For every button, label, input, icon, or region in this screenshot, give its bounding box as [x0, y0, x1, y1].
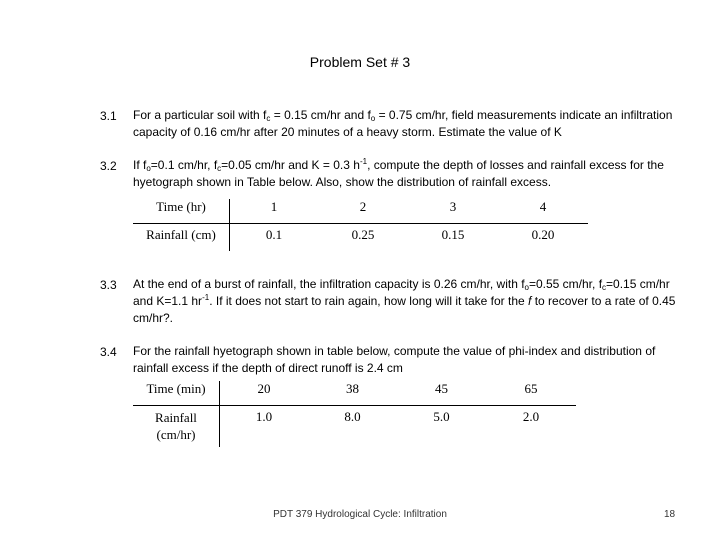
- table-cell: 3: [408, 199, 498, 224]
- table-cell: 8.0: [344, 409, 361, 424]
- table-cell: 38: [308, 381, 397, 406]
- table-row: [133, 406, 576, 448]
- slide-footer: PDT 379 Hydrological Cycle: Infiltration: [273, 509, 447, 520]
- subscript: o: [146, 164, 151, 173]
- text-run: , compute the depth of losses and rainfall excess for the hyetograph shown in Table below. Also, show the distribution of rainfall excess.: [133, 158, 664, 189]
- text-run: =0.55 cm/hr, f: [528, 277, 603, 291]
- table-row-label: Rainfall (cm): [133, 224, 230, 252]
- problem-text: For the rainfall hyetograph shown in table below, compute the value of phi-index and distribution of rainfall excess if the depth of direct runoff is 2.4 cm: [133, 344, 656, 375]
- hyetograph-table-1: [133, 199, 588, 251]
- table-cell: 65: [486, 381, 576, 406]
- table-row: [133, 199, 588, 224]
- table-header-label: Time (hr): [133, 199, 230, 224]
- table-row: [133, 224, 588, 252]
- row-label-line: Rainfall: [155, 410, 197, 425]
- subscript: c: [266, 114, 271, 123]
- problem-number: 3.2: [100, 159, 117, 173]
- table-cell: 0.15: [441, 227, 465, 242]
- table-cell: 0.20: [531, 227, 555, 242]
- text-run: =0.05 cm/hr and K = 0.3 h: [221, 158, 360, 172]
- table-cell: 1: [230, 199, 319, 224]
- problem-text: [133, 107, 678, 141]
- subscript: c: [217, 164, 222, 173]
- superscript: -1: [202, 293, 210, 302]
- table-row: [133, 381, 576, 406]
- table-cell: 0.25: [351, 227, 375, 242]
- text-run: = 0.75 cm/hr, field measurements indicate an infiltration capacity of 0.16 cm/hr after 20 minutes of a heavy storm. Estimate the value of K: [133, 108, 673, 139]
- subscript: c: [602, 283, 607, 292]
- problem-number: 3.3: [100, 278, 117, 292]
- subscript: o: [524, 283, 529, 292]
- problem-number: 3.4: [100, 345, 117, 359]
- table-cell: 2.0: [522, 409, 540, 424]
- text-run: For a particular soil with f: [133, 108, 267, 122]
- table-cell: 2: [318, 199, 408, 224]
- problem-number: 3.1: [100, 109, 117, 123]
- text-run: to recover to a rate of 0.45 cm/hr?.: [133, 294, 676, 325]
- hyetograph-table-2: [133, 381, 576, 447]
- text-run: = 0.15 cm/hr and f: [270, 108, 371, 122]
- table-cell: 45: [397, 381, 486, 406]
- table-cell: 4: [498, 199, 588, 224]
- subscript: o: [370, 114, 376, 123]
- table-cell: 5.0: [433, 409, 450, 424]
- table-row-label: [133, 406, 220, 448]
- text-run: At the end of a burst of rainfall, the infiltration capacity is 0.26 cm/hr, with f: [133, 277, 525, 291]
- row-label-line: (cm/hr): [156, 427, 196, 442]
- italic-run: f: [528, 294, 532, 308]
- table-header-label: Time (min): [133, 381, 220, 406]
- text-run: =0.15 cm/hr and K=1.1 hr: [133, 277, 670, 308]
- text-run: =0.1 cm/hr, f: [150, 158, 218, 172]
- table-cell: 20: [220, 381, 309, 406]
- text-run: . If it does not start to rain again, how long will it take for the: [209, 294, 529, 308]
- superscript: -1: [359, 157, 368, 166]
- text-run: If f: [133, 158, 147, 172]
- problem-text: [133, 157, 678, 191]
- problem-text: [133, 276, 678, 327]
- page-number: 18: [664, 509, 676, 520]
- table-cell: 0.1: [265, 227, 283, 242]
- table-cell: 1.0: [255, 409, 273, 424]
- slide-title: Problem Set # 3: [309, 54, 411, 70]
